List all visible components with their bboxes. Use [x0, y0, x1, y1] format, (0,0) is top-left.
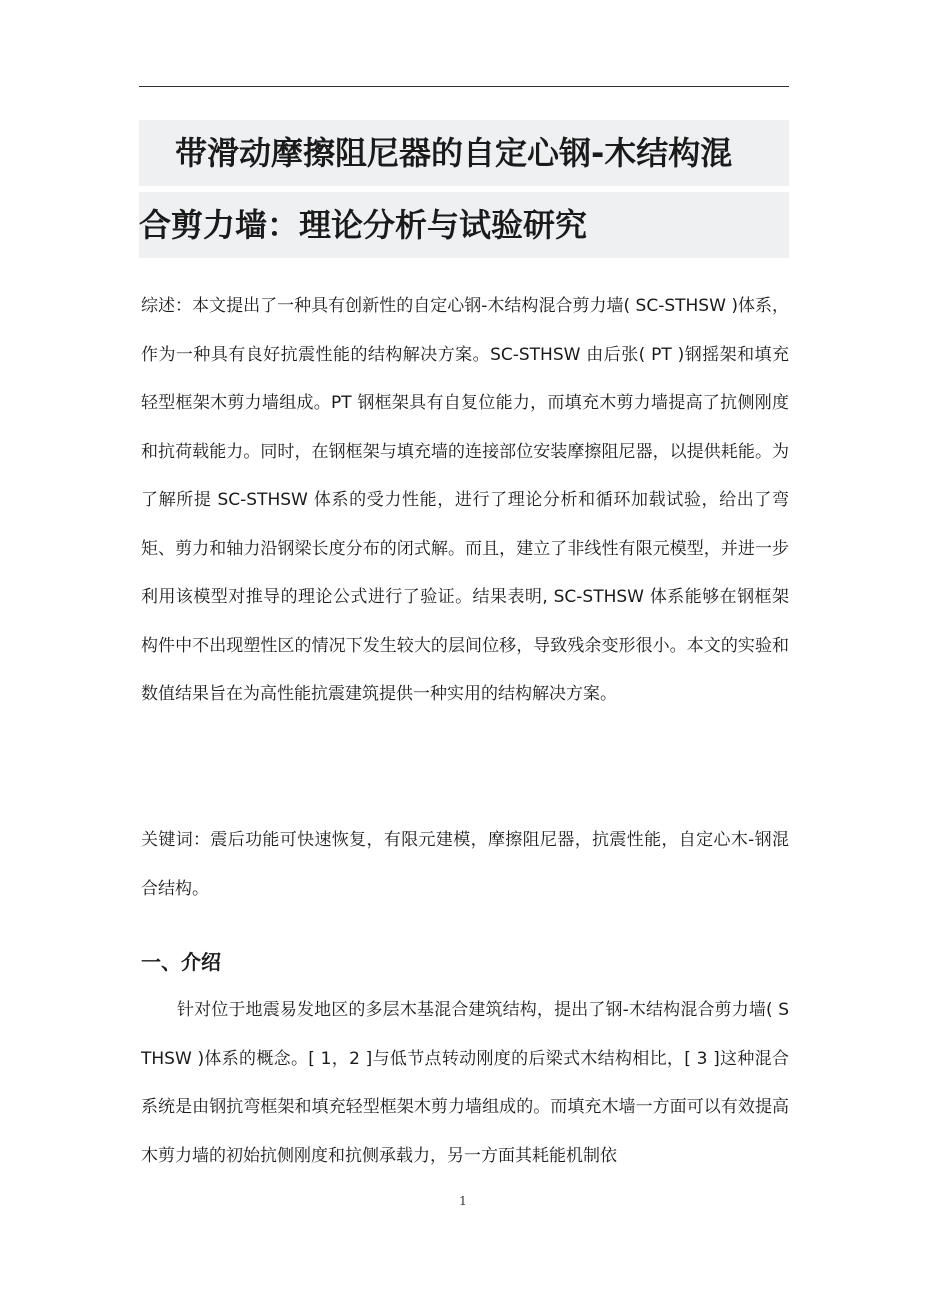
page-number: 1 — [459, 1194, 467, 1208]
paper-title — [139, 120, 789, 258]
introduction-paragraph: 针对位于地震易发地区的多层木基混合建筑结构，提出了钢-木结构混合剪力墙( STHSW )体系的概念。[ 1，2 ]与低节点转动刚度的后梁式木结构相比，[ 3 ]这种混合系统是由钢抗弯框架和填充轻型框架木剪力墙组成的。而填充木墙一方面可以有效提高木剪力墙的初始抗侧刚度和抗侧承载力，另一方面其耗能机制依 — [141, 1000, 789, 1166]
keywords-paragraph: 关键词：震后功能可快速恢复，有限元建模，摩擦阻尼器，抗震性能，自定心木-钢混合结构。 — [141, 830, 789, 899]
header-rule — [139, 86, 789, 87]
abstract-paragraph: 综述：本文提出了一种具有创新性的自定心钢-木结构混合剪力墙( SC-STHSW )体系，作为一种具有良好抗震性能的结构解决方案。SC-STHSW 由后张( PT )钢摇架和填充轻型框架木剪力墙组成。PT 钢框架具有自复位能力，而填充木剪力墙提高了抗侧刚度和抗荷载能力。同时，在钢框架与填充墙的连接部位安装摩擦阻尼器，以提供耗能。为了解所提 SC-STHSW 体系的受力性能，进行了理论分析和循环加载试验，给出了弯矩、剪力和轴力沿钢梁长度分布的闭式解。而且，建立了非线性有限元模型，并进一步利用该模型对推导的理论公式进行了验证。结果表明, SC-STHSW 体系能够在钢框架构件中不出现塑性区的情况下发生较大的层间位移，导致残余变形很小。本文的实验和数值结果旨在为高性能抗震建筑提供一种实用的结构解决方案。 — [141, 296, 789, 704]
section-heading-introduction: 一、介绍 — [141, 950, 221, 974]
title-line-1: 带滑动摩擦阻尼器的自定心钢-木结构混 — [139, 120, 789, 186]
title-line-2: 合剪力墙：理论分析与试验研究 — [139, 192, 789, 258]
